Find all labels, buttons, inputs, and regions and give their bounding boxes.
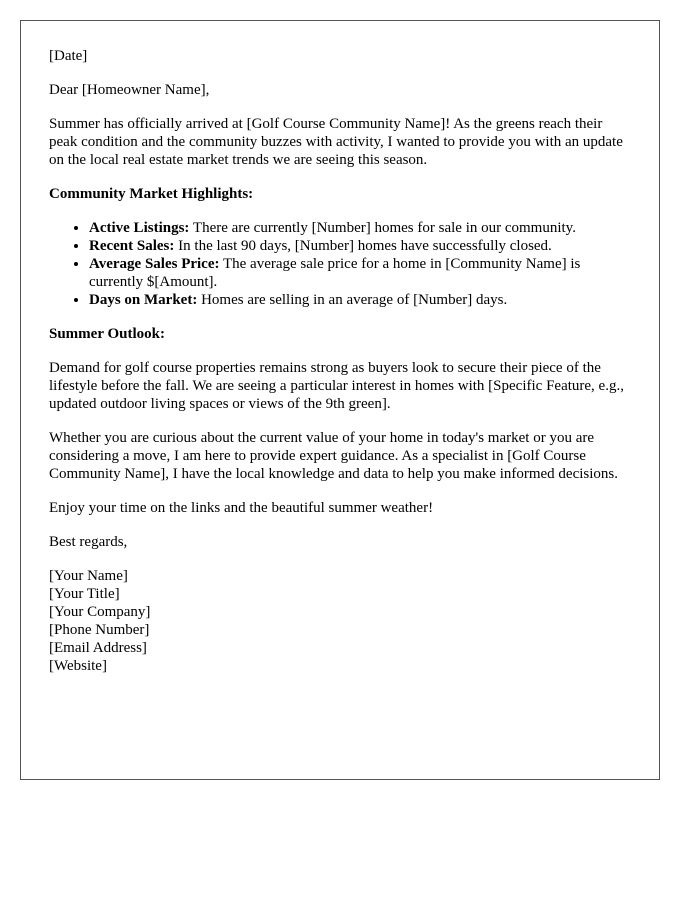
highlight-text: In the last 90 days, [Number] homes have successfully closed. <box>174 238 552 254</box>
highlight-text: Homes are selling in an average of [Number] days. <box>197 292 508 308</box>
signature-name: [Your Name] <box>49 568 128 584</box>
outlook-paragraph: Demand for golf course properties remains strong as buyers look to secure their piece of the lifestyle before the fall. We are seeing a particular interest in homes with [Specific Feature, e.g., updated outdoor living spaces or views of the 9th green]. <box>49 360 624 412</box>
highlight-text: There are currently [Number] homes for sale in our community. <box>189 220 576 236</box>
highlights-heading: Community Market Highlights: <box>49 186 254 202</box>
highlight-text: The average sale price for a home in [Community Name] is currently $[Amount]. <box>89 256 581 290</box>
signature-email: [Email Address] <box>49 640 147 656</box>
guidance-paragraph: Whether you are curious about the current value of your home in today's market or you are considering a move, I am here to provide expert guidance. As a specialist in [Golf Course Community Name], I have the local knowledge and data to help you make informed decisions. <box>49 430 619 482</box>
list-item <box>89 291 631 309</box>
signature-block <box>49 567 631 675</box>
outlook-heading: Summer Outlook: <box>49 326 165 342</box>
list-item <box>89 219 631 237</box>
list-item <box>89 237 631 255</box>
signature-website: [Website] <box>49 658 107 674</box>
signoff: Best regards, <box>49 534 128 550</box>
salutation: Dear [Homeowner Name], <box>49 82 210 98</box>
highlight-term: Recent Sales: <box>89 238 175 254</box>
letter-date: [Date] <box>49 48 88 64</box>
list-item <box>89 255 631 291</box>
closing-note: Enjoy your time on the links and the beautiful summer weather! <box>49 500 434 516</box>
signature-phone: [Phone Number] <box>49 622 150 638</box>
signature-company: [Your Company] <box>49 604 151 620</box>
intro-paragraph: Summer has officially arrived at [Golf Course Community Name]! As the greens reach their peak condition and the community buzzes with activity, I wanted to provide you with an update on the local real estate market trends we are seeing this season. <box>49 116 623 168</box>
letter <box>20 20 660 780</box>
highlight-term: Days on Market: <box>89 292 198 308</box>
signature-title: [Your Title] <box>49 586 120 602</box>
highlights-list <box>49 219 631 309</box>
highlight-term: Average Sales Price: <box>89 256 220 272</box>
highlight-term: Active Listings: <box>89 220 190 236</box>
